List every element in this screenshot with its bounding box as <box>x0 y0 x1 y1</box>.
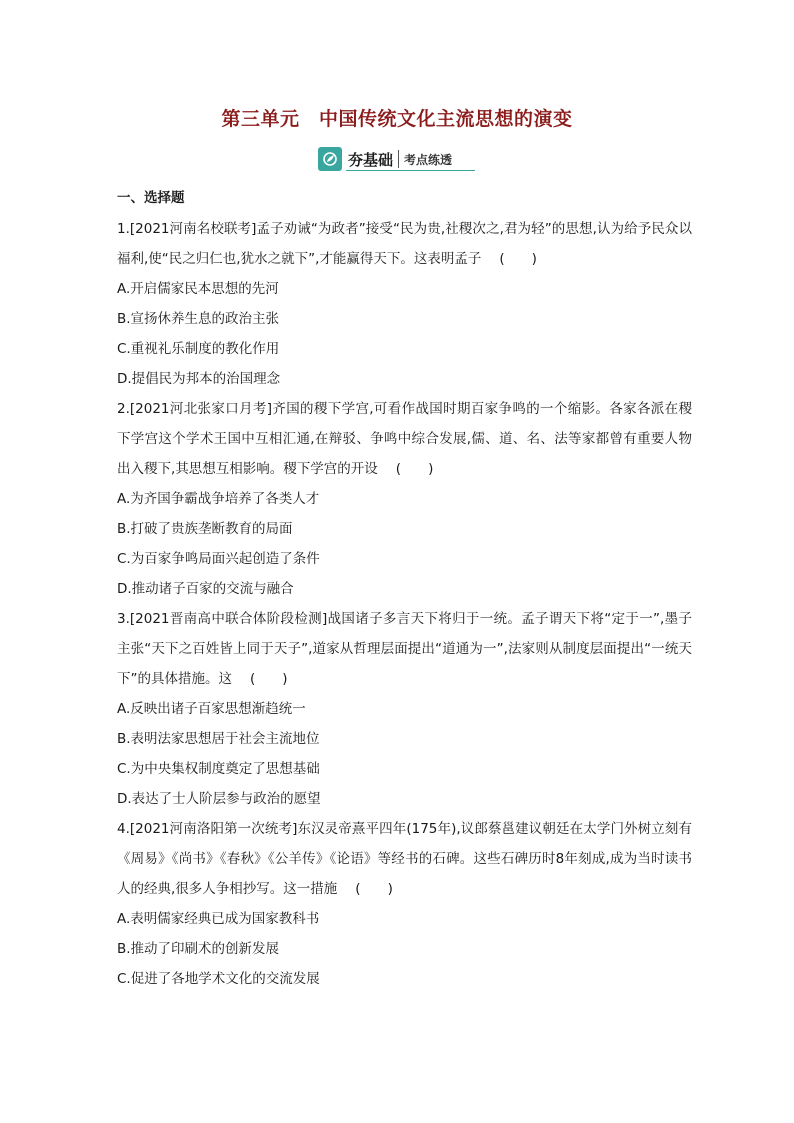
answer-blank: ( ) <box>355 881 393 897</box>
question-stem: 2.[2021河北张家口月考]齐国的稷下学宫,可看作战国时期百家争鸣的一个缩影。各家各派在稷下学宫这个学术王国中互相汇通,在辩驳、争鸣中综合发展,儒、道、名、法等家都曾有重要人物出入稷下,其思想互相影响。稷下学宫的开设 ( ) <box>117 394 692 484</box>
badge-sub-label: 考点练透 <box>404 152 453 167</box>
option-d: D.推动诸子百家的交流与融合 <box>117 581 294 597</box>
answer-blank: ( ) <box>395 461 434 477</box>
badge-main-label: 夯基础 <box>348 150 394 169</box>
option-a: A.为齐国争霸战争培养了各类人才 <box>117 491 320 507</box>
option-c: C.促进了各地学术文化的交流发展 <box>117 971 320 987</box>
option-a: A.反映出诸子百家思想渐趋统一 <box>117 701 306 717</box>
question-stem: 4.[2021河南洛阳第一次统考]东汉灵帝熹平四年(175年),议郎蔡邕建议朝廷在太学门外树立刻有《周易》《尚书》《春秋》《公羊传》《论语》等经书的石碑。这些石碑历时8年刻成,成为当时读书人的经典,很多人争相抄写。这一措施 ( ) <box>117 814 692 904</box>
question-stem: 3.[2021晋南高中联合体阶段检测]战国诸子多言天下将归于一统。孟子谓天下将“定于一”,墨子主张“天下之百姓皆上同于天子”,道家从哲理层面提出“道通为一”,法家则从制度层面提出“一统天下”的具体措施。这 ( ) <box>117 604 692 694</box>
section-badge <box>318 146 475 172</box>
question-stem: 1.[2021河南名校联考]孟子劝诫“为政者”接受“民为贵,社稷次之,君为轻”的思想,认为给予民众以福利,使“民之归仁也,犹水之就下”,才能赢得天下。这表明孟子 ( ) <box>117 214 692 274</box>
badge-divider <box>398 150 399 168</box>
option-b: B.宣扬休养生息的政治主张 <box>117 311 280 327</box>
answer-blank: ( ) <box>499 251 537 267</box>
option-b: B.推动了印刷术的创新发展 <box>117 941 280 957</box>
badge-underline <box>346 170 475 171</box>
option-b: B.表明法家思想居于社会主流地位 <box>117 731 320 747</box>
section-heading: 一、选择题 <box>117 190 185 206</box>
page-title: 第三单元 中国传统文化主流思想的演变 <box>221 108 573 130</box>
option-d: D.表达了士人阶层参与政治的愿望 <box>117 791 321 807</box>
question-item <box>117 214 692 394</box>
option-c: C.为中央集权制度奠定了思想基础 <box>117 761 320 777</box>
question-item <box>117 814 692 994</box>
question-list <box>117 214 692 994</box>
option-c: C.为百家争鸣局面兴起创造了条件 <box>117 551 320 567</box>
option-c: C.重视礼乐制度的教化作用 <box>117 341 280 357</box>
option-a: A.开启儒家民本思想的先河 <box>117 281 279 297</box>
answer-blank: ( ) <box>250 671 288 687</box>
question-item <box>117 394 692 604</box>
option-b: B.打破了贵族垄断教育的局面 <box>117 521 293 537</box>
option-d: D.提倡民为邦本的治国理念 <box>117 371 281 387</box>
question-item <box>117 604 692 814</box>
leaf-icon <box>318 147 342 171</box>
option-a: A.表明儒家经典已成为国家教科书 <box>117 911 320 927</box>
